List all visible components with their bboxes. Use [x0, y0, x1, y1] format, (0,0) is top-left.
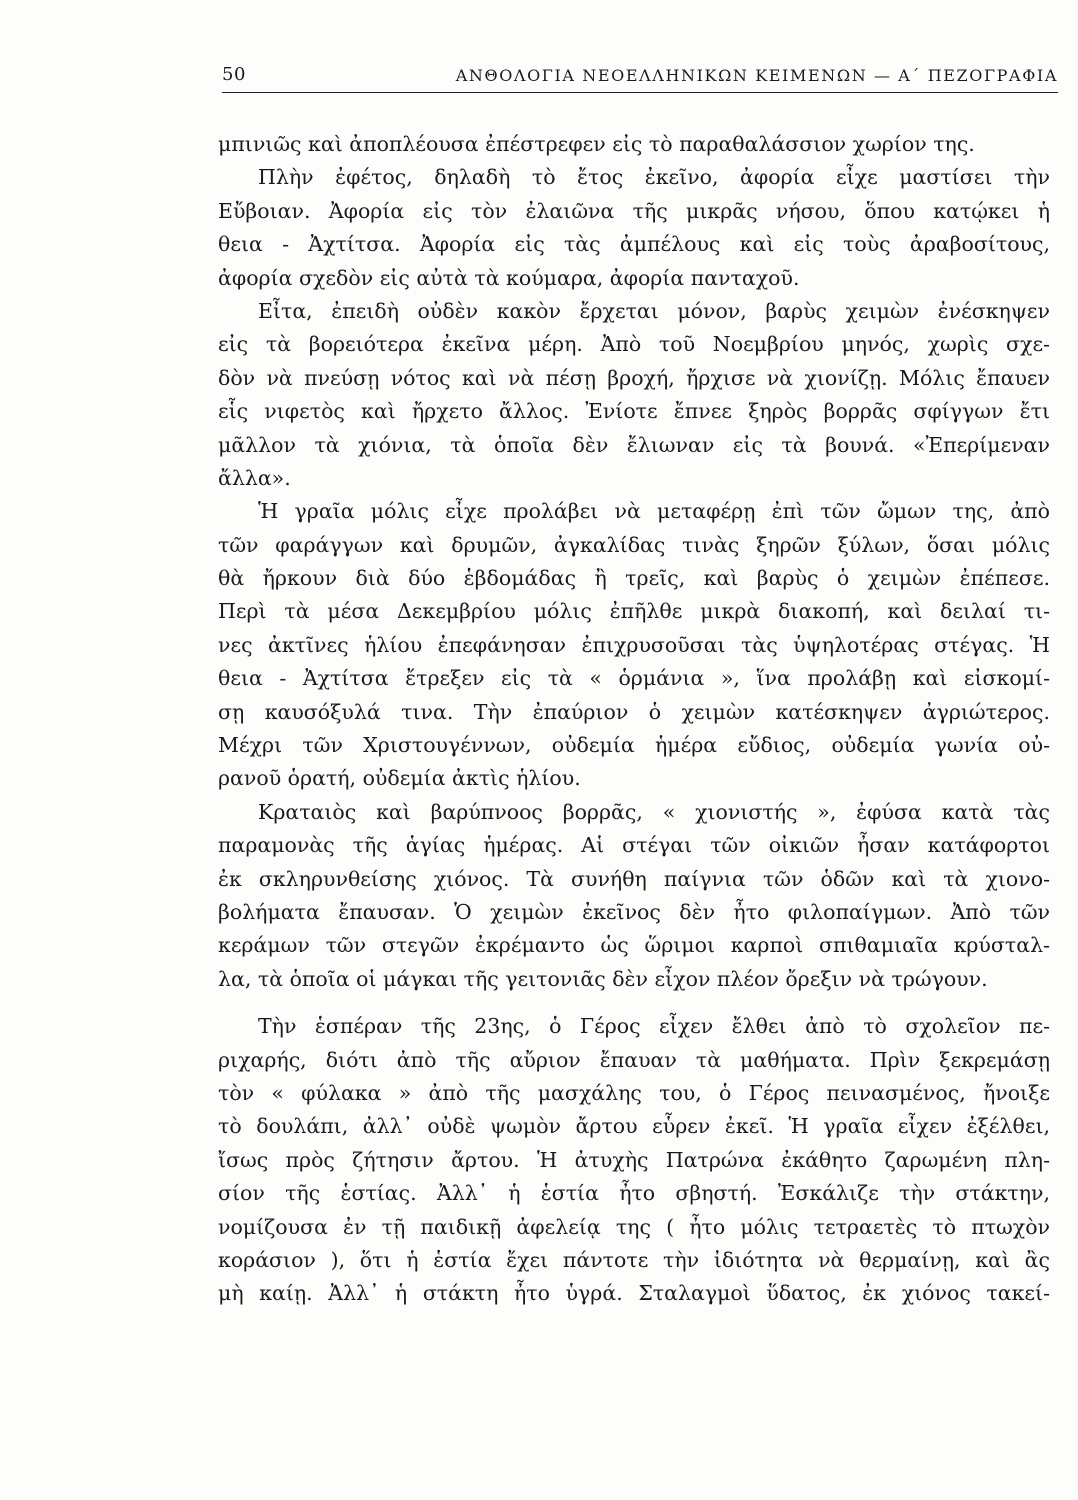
text-line: τὸ δουλάπι, ἀλλ᾿ οὐδὲ ψωμὸν ἄρτου εὗρεν ἐκεῖ. Ἡ γραῖα εἶχεν ἐξέλθει, [218, 1114, 1050, 1139]
text-line: εἰς τὰ βορειότερα ἐκεῖνα μέρη. Ἀπὸ τοῦ Νοεμβρίου μηνός, χωρὶς σχε- [218, 332, 1050, 357]
text-line: Τὴν ἑσπέραν τῆς 23ης, ὁ Γέρος εἶχεν ἔλθει ἀπὸ τὸ σχολεῖον πε- [258, 1014, 1050, 1039]
text-line: τὸν « φύλακα » ἀπὸ τῆς μασχάλης του, ὁ Γέρος πεινασμένος, ἤνοιξε [218, 1080, 1050, 1105]
text-line: Κραταιὸς καὶ βαρύπνοος βορρᾶς, « χιονιστής », ἐφύσα κατὰ τὰς [258, 799, 1050, 824]
text-line: θεια - Ἀχτίτσα. Ἀφορία εἰς τὰς ἀμπέλους καὶ εἰς τοὺς ἀραβοσίτους, [218, 232, 1050, 257]
text-line: Εὔβοιαν. Ἀφορία εἰς τὸν ἐλαιῶνα τῆς μικρᾶς νήσου, ὅπου κατῴκει ἡ [218, 198, 1050, 223]
text-line: νες ἀκτῖνες ἡλίου ἐπεφάνησαν ἐπιχρυσοῦσαι τὰς ὑψηλοτέρας στέγας. Ἡ [218, 632, 1050, 657]
text-line: θεια - Ἀχτίτσα ἔτρεξεν εἰς τὰ « ὁρμάνια », ἵνα προλάβῃ καὶ εἰσκομί- [218, 666, 1050, 691]
page-header [222, 62, 1058, 93]
text-line: ἐκ σκληρυνθείσης χιόνος. Τὰ συνήθη παίγνια τῶν ὁδῶν καὶ τὰ χιονο- [218, 866, 1050, 891]
text-line: τῶν φαράγγων καὶ δρυμῶν, ἀγκαλίδας τινὰς ξηρῶν ξύλων, ὅσαι μόλις [218, 532, 1050, 557]
section-gap [218, 996, 1058, 1010]
text-line: Πλὴν ἐφέτος, δηλαδὴ τὸ ἔτος ἐκεῖνο, ἀφορία εἶχε μαστίσει τὴν [258, 165, 1050, 190]
text-line: δὸν νὰ πνεύσῃ νότος καὶ νὰ πέσῃ βροχή, ἤρχισε νὰ χιονίζῃ. Μόλις ἔπαυεν [218, 365, 1050, 390]
text-line: μᾶλλον τὰ χιόνια, τὰ ὁποῖα δὲν ἔλιωναν εἰς τὰ βουνά. «Ἐπερίμεναν [218, 432, 1050, 457]
text-line: θὰ ἤρκουν διὰ δύο ἑβδομάδας ἢ τρεῖς, καὶ βαρὺς ὁ χειμὼν ἐπέπεσε. [218, 566, 1050, 591]
page-number: 50 [222, 64, 246, 85]
text-line: λα, τὰ ὁποῖα οἱ μάγκαι τῆς γειτονιᾶς δὲν εἶχον πλέον ὄρεξιν νὰ τρώγουν. [218, 966, 988, 991]
text-line: βολήματα ἔπαυσαν. Ὁ χειμὼν ἐκεῖνος δὲν ἦτο φιλοπαίγμων. Ἀπὸ τῶν [218, 899, 1050, 924]
text-line: ἄλλα». [218, 465, 291, 490]
text-line: παραμονὰς τῆς ἁγίας ἡμέρας. Αἱ στέγαι τῶν οἰκιῶν ἦσαν κατάφορτοι [218, 833, 1050, 858]
text-line: ἴσως πρὸς ζήτησιν ἄρτου. Ἡ ἀτυχὴς Πατρώνα ἐκάθητο ζαρωμένη πλη- [218, 1147, 1050, 1172]
text-line: ἀφορία σχεδὸν εἰς αὐτὰ τὰ κούμαρα, ἀφορία πανταχοῦ. [218, 265, 800, 290]
text-line: σίον τῆς ἑστίας. Ἀλλ᾿ ἡ ἑστία ἦτο σβηστή. Ἐσκάλιζε τὴν στάκτην, [218, 1181, 1050, 1206]
text-line: Μέχρι τῶν Χριστουγέννων, οὐδεμία ἡμέρα εὔδιος, οὐδεμία γωνία οὐ- [218, 733, 1050, 758]
text-line: Εἶτα, ἐπειδὴ οὐδὲν κακὸν ἔρχεται μόνον, βαρὺς χειμὼν ἐνέσκηψεν [258, 298, 1050, 323]
text-line: κεράμων τῶν στεγῶν ἐκρέμαντο ὡς ὥριμοι καρποὶ σπιθαμιαῖα κρύσταλ- [218, 933, 1050, 958]
text-line: ριχαρής, διότι ἀπὸ τῆς αὔριον ἔπαυαν τὰ μαθήματα. Πρὶν ξεκρεμάσῃ [218, 1047, 1050, 1072]
text-line: μὴ καίῃ. Ἀλλ᾿ ἡ στάκτη ἦτο ὑγρά. Σταλαγμοὶ ὕδατος, ἐκ χιόνος τακεί- [218, 1281, 1050, 1306]
running-head: ΑΝΘΟΛΟΓΙΑ ΝΕΟΕΛΛΗΝΙΚΩΝ ΚΕΙΜΕΝΩΝ — Α΄ ΠΕΖΟΓΡΑΦΙΑ [455, 66, 1058, 85]
text-line: νομίζουσα ἐν τῇ παιδικῇ ἀφελείᾳ της ( ἦτο μόλις τετραετὲς τὸ πτωχὸν [218, 1214, 1050, 1239]
body-text [218, 128, 1058, 1311]
text-line: μπινιῶς καὶ ἀποπλέουσα ἐπέστρεφεν εἰς τὸ παραθαλάσσιον χωρίον της. [218, 132, 975, 156]
text-line: εἷς νιφετὸς καὶ ἤρχετο ἄλλος. Ἐνίοτε ἔπνεε ξηρὸς βορρᾶς σφίγγων ἔτι [218, 399, 1050, 424]
text-line: κοράσιον ), ὅτι ἡ ἑστία ἔχει πάντοτε τὴν ἰδιότητα νὰ θερμαίνῃ, καὶ ἂς [218, 1247, 1050, 1272]
text-line: ρανοῦ ὁρατή, οὐδεμία ἀκτὶς ἡλίου. [218, 766, 581, 791]
text-line: Ἡ γραῖα μόλις εἶχε προλάβει νὰ μεταφέρῃ ἐπὶ τῶν ὤμων της, ἀπὸ [258, 499, 1050, 524]
text-line: σῃ καυσόξυλά τινα. Τὴν ἐπαύριον ὁ χειμὼν κατέσκηψεν ἀγριώτερος. [218, 699, 1050, 724]
text-line: Περὶ τὰ μέσα Δεκεμβρίου μόλις ἐπῆλθε μικρὰ διακοπή, καὶ δειλαί τι- [218, 599, 1050, 624]
